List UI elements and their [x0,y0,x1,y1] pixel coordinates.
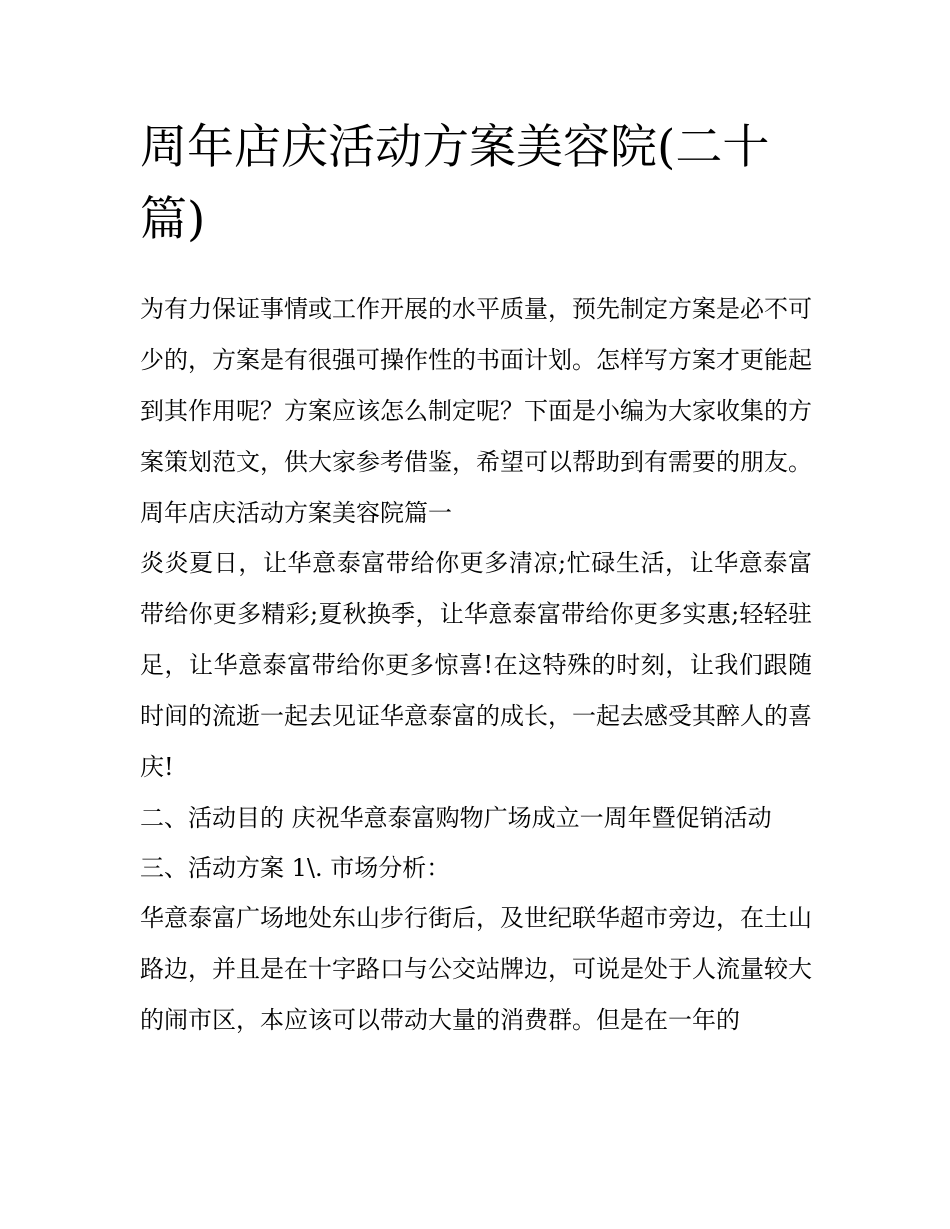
document-title: 周年店庆活动方案美容院(二十篇) [140,120,770,247]
activity-plan-heading: 三、活动方案 1\. 市场分析： [140,854,451,882]
activity-purpose: 二、活动目的 庆祝华意泰富购物广场成立一周年暨促销活动 [140,804,772,832]
document-content [140,112,812,1046]
intro-paragraph: 为有力保证事情或工作开展的水平质量，预先制定方案是必不可少的，方案是有很强可操作性的书面计划。怎样写方案才更能起到其作用呢？方案应该怎么制定呢？下面是小编为大家收集的方案策划范文，供大家参考借鉴，希望可以帮助到有需要的朋友。 [140,295,812,476]
section-heading: 周年店庆活动方案美容院篇一 [140,499,452,527]
market-analysis-paragraph: 华意泰富广场地处东山步行街后，及世纪联华超市旁边，在土山路边，并且是在十字路口与公交站牌边，可说是处于人流量较大的闹市区，本应该可以带动大量的消费群。但是在一年的 [140,904,812,1034]
body-paragraph: 炎炎夏日，让华意泰富带给你更多清凉;忙碌生活，让华意泰富带给你更多精彩;夏秋换季，让华意泰富带给你更多实惠;轻轻驻足，让华意泰富带给你更多惊喜!在这特殊的时刻，让我们跟随时间的流逝一起去见证华意泰富的成长，一起去感受其醉人的喜庆! [140,549,812,781]
document-body [140,284,812,1046]
